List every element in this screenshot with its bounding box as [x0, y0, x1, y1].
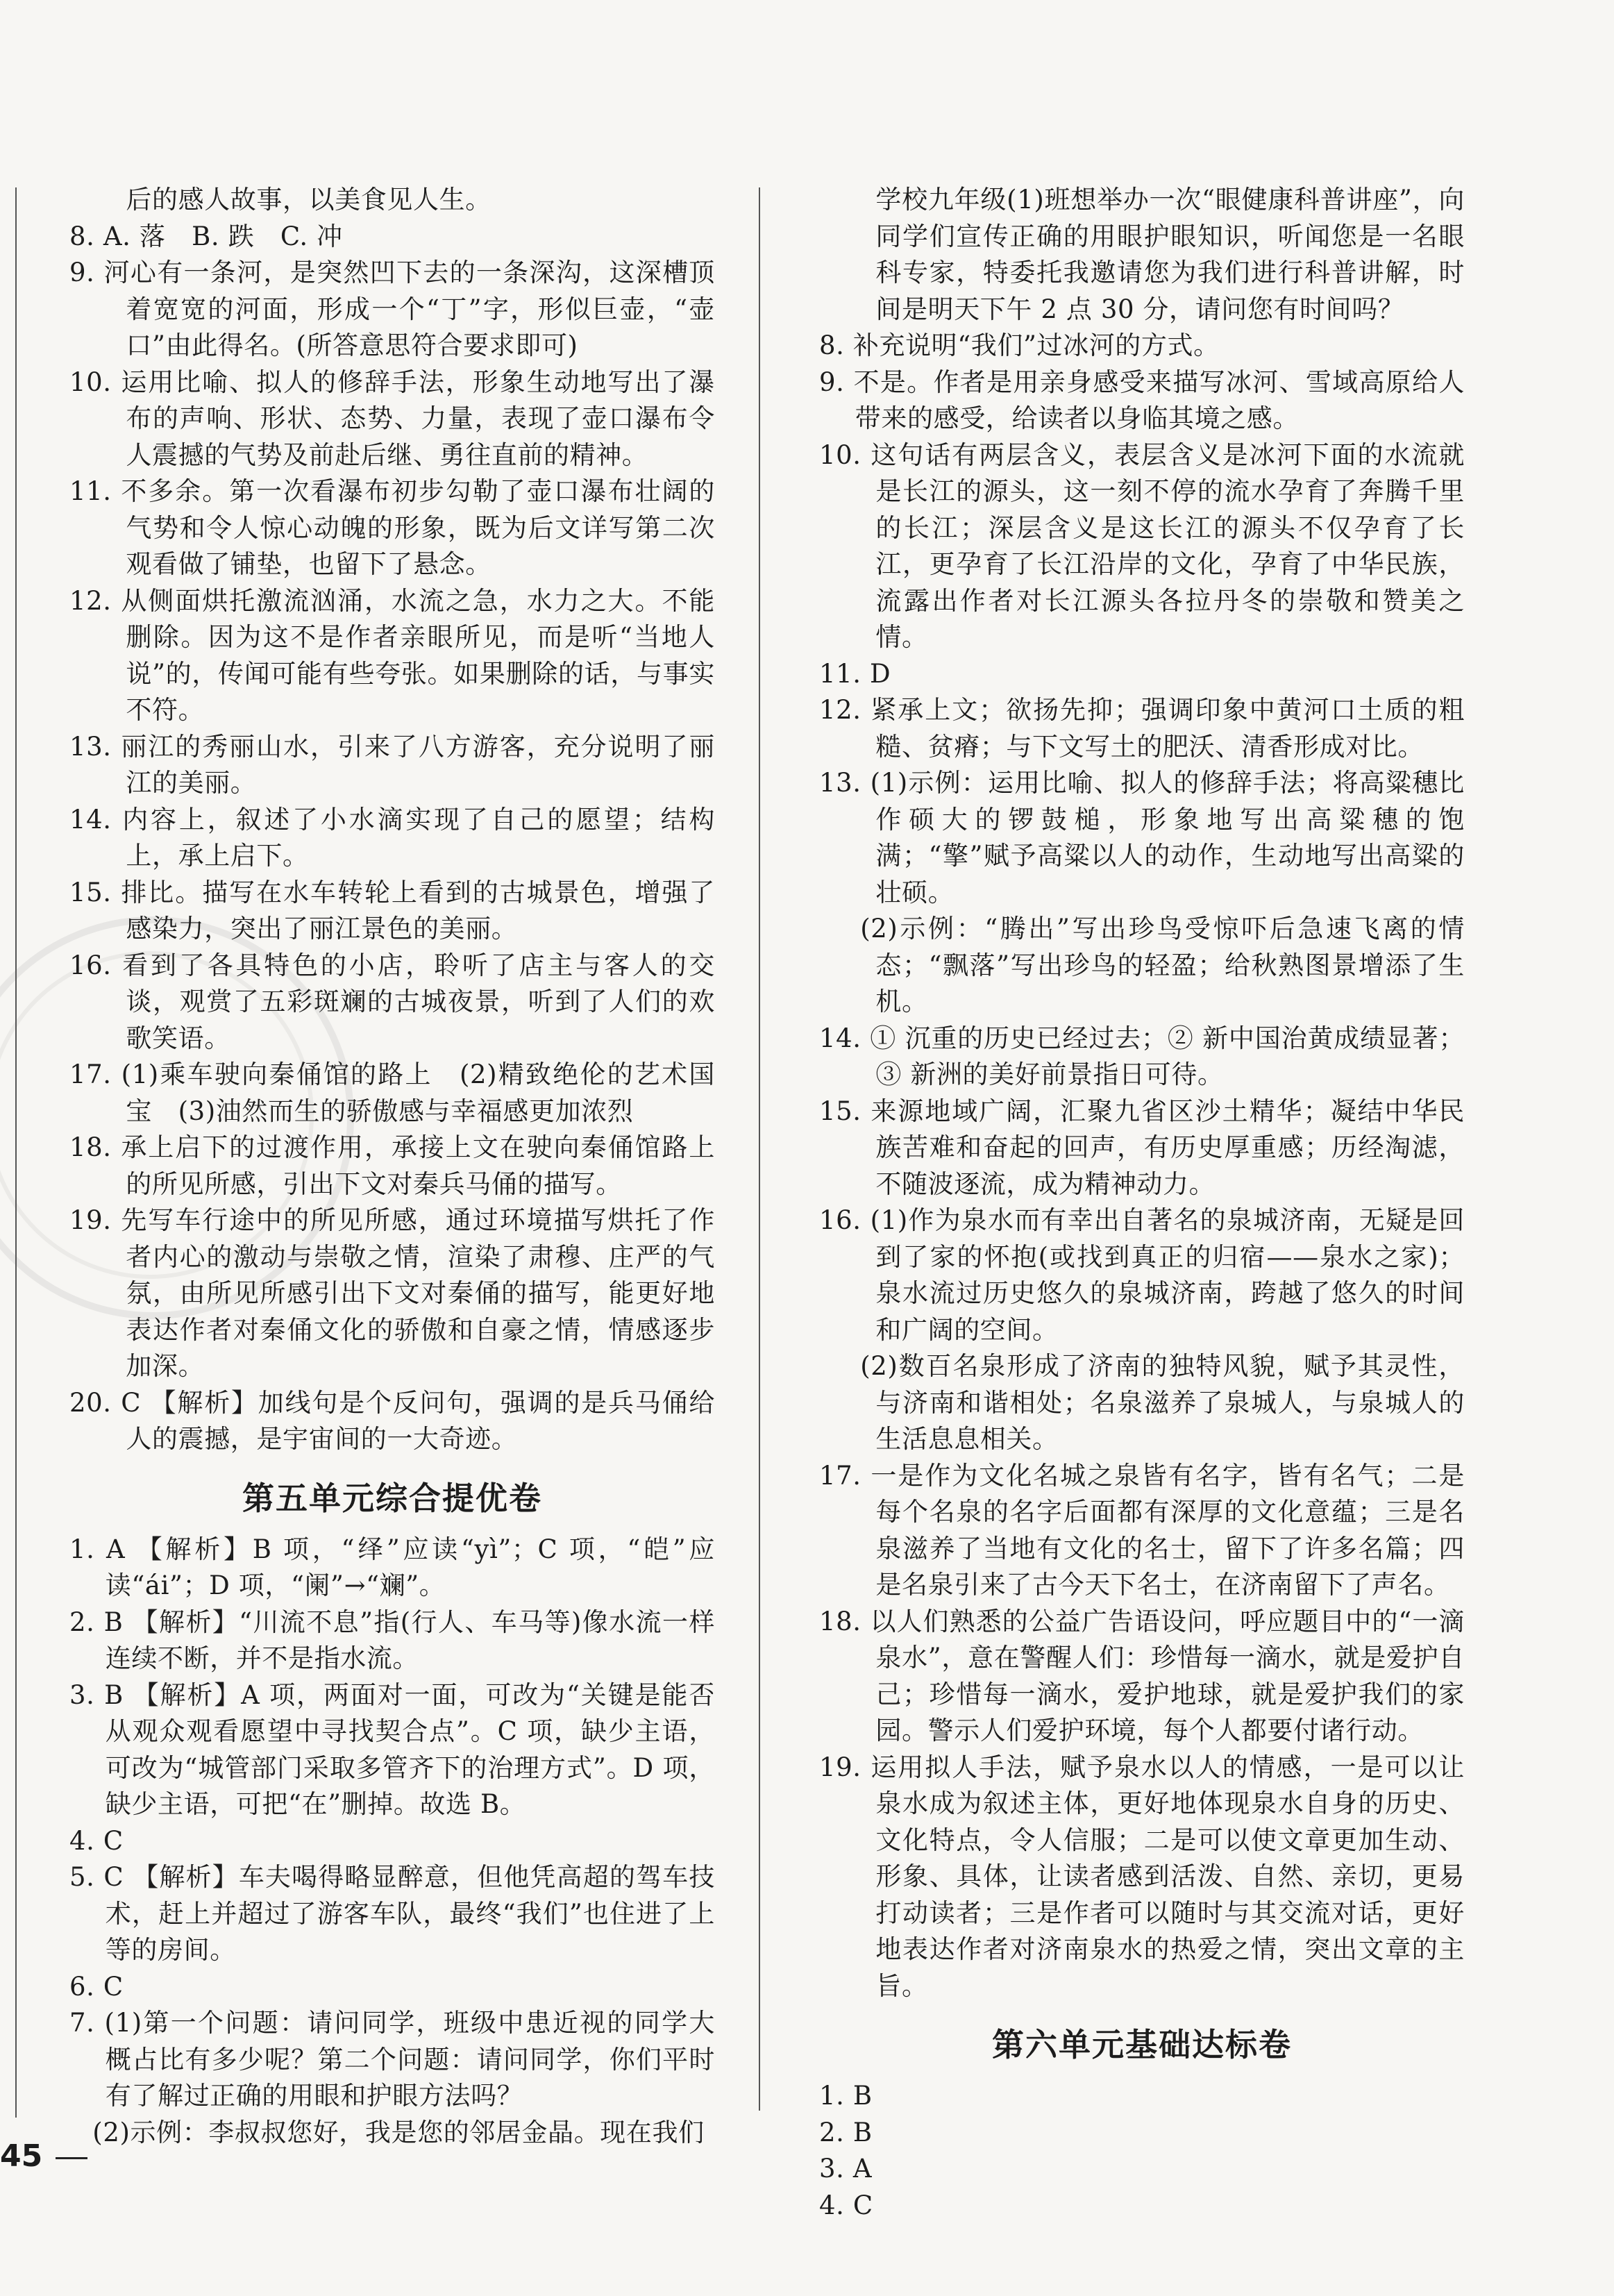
answer-continuation: 后的感人故事，以美食见人生。 [126, 185, 491, 215]
answer-item: 12. 紧承上文；欲扬先抑；强调印象中黄河口土质的粗糙、贫瘠；与下文写土的肥沃、清香形成对比。 [819, 695, 1465, 762]
answer-item: 1. B [819, 2081, 873, 2111]
answer-item: 13. (1)示例：运用比喻、拟人的修辞手法；将高粱穗比作硕大的锣鼓槌，形象地写出高粱穗的饱满；“擎”赋予高粱以人的动作，生动地写出高粱的壮硕。 [819, 768, 1465, 907]
answer-item: 8. A. 落 B. 跌 C. 冲 [69, 221, 343, 251]
answer-item: 3. B 【解析】A 项，两面对一面，可改为“关键是能否从观众观看愿望中寻找契合点”。C 项，缺少主语，可改为“城管部门采取多管齐下的治理方式”。D 项，缺少主语，可把“在”删掉。故选 B。 [69, 1679, 715, 1819]
answer-item: 12. 从侧面烘托激流汹涌，水流之急，水力之大。不能删除。因为这不是作者亲眼所见，而是听“当地人说”的，传闻可能有些夸张。如果删除的话，与事实不符。 [69, 585, 715, 725]
answer-item: 16. (1)作为泉水而有幸出自著名的泉城济南，无疑是回到了家的怀抱(或找到真正的归宿——泉水之家)；泉水流过历史悠久的泉城济南，跨越了悠久的时间和广阔的空间。 [819, 1205, 1465, 1345]
answer-item: 19. 先写车行途中的所见所感，通过环境描写烘托了作者内心的激动与崇敬之情，渲染了肃穆、庄严的气氛，由所见所感引出下文对秦俑的描写，能更好地表达作者对秦俑文化的骄傲和自豪之情，情感逐步加深。 [69, 1205, 715, 1381]
answer-item: 19. 运用拟人手法，赋予泉水以人的情感，一是可以让泉水成为叙述主体，更好地体现泉水自身的历史、文化特点，令人信服；二是可以使文章更加生动、形象、具体，让读者感到活泼、自然、亲切，更易打动读者；三是作者可以随时与其交流对话，更好地表达作者对济南泉水的热爱之情，突出文章的主旨。 [819, 1752, 1465, 2001]
answer-item: 15. 来源地域广阔，汇聚九省区沙土精华；凝结中华民族苦难和奋起的回声，有历史厚重感；历经淘滤，不随波逐流，成为精神动力。 [819, 1096, 1465, 1199]
answer-item: 8. 补充说明“我们”过冰河的方式。 [819, 330, 1220, 360]
answer-item: 14. 内容上，叙述了小水滴实现了自己的愿望；结构上，承上启下。 [69, 804, 715, 871]
answer-item: 10. 运用比喻、拟人的修辞手法，形象生动地写出了瀑布的声响、形状、态势、力量，表现了壶口瀑布令人震撼的气势及前赴后继、勇往直前的精神。 [69, 367, 715, 470]
left-column [69, 182, 715, 2151]
answer-item: 4. C [819, 2190, 873, 2220]
section-heading: 第五单元综合提优卷 [242, 1479, 542, 1517]
answer-item: 7. (1)第一个问题：请问同学，班级中患近视的同学大概占比有多少呢？第二个问题：请问同学，你们平时有了解过正确的用眼和护眼方法吗？ [69, 2008, 715, 2111]
answer-item: 18. 承上启下的过渡作用，承接上文在驶向秦俑馆路上的所见所感，引出下文对秦兵马俑的描写。 [69, 1132, 715, 1199]
answer-item: 11. D [819, 658, 891, 689]
answer-item: 16. 看到了各具特色的小店，聆听了店主与客人的交谈，观赏了五彩斑斓的古城夜景，听到了人们的欢歌笑语。 [69, 950, 715, 1053]
answer-subitem: (2)示例：李叔叔您好，我是您的邻居金晶。现在我们 [92, 2117, 705, 2147]
answer-item: 9. 河心有一条河，是突然凹下去的一条深沟，这深槽顶着宽宽的河面，形成一个“丁”字，形似巨壶，“壶口”由此得名。(所答意思符合要求即可) [69, 258, 715, 360]
answer-item: 2. B [819, 2117, 873, 2147]
answer-item: 17. 一是作为文化名城之泉皆有名字，皆有名气；二是每个名泉的名字后面都有深厚的文化意蕴；三是名泉滋养了当地有文化的名士，留下了许多名篇；四是名泉引来了古今天下名士，在济南留下了声名。 [819, 1460, 1465, 1600]
answer-item: 6. C [69, 1971, 124, 2002]
answer-item: 14. ① 沉重的历史已经过去；② 新中国治黄成绩显著；③ 新洲的美好前景指日可待。 [819, 1023, 1465, 1089]
answer-subitem: (2)示例：“腾出”写出珍鸟受惊吓后急速飞离的情态；“飘落”写出珍鸟的轻盈；给秋熟图景增添了生机。 [860, 914, 1465, 1016]
section-heading: 第六单元基础达标卷 [992, 2026, 1292, 2063]
page-number-dash [56, 2157, 87, 2159]
answer-item: 17. (1)乘车驶向秦俑馆的路上 (2)精致绝伦的艺术国宝 (3)油然而生的骄傲感与幸福感更加浓烈 [69, 1059, 715, 1126]
answer-item: 4. C [69, 1825, 124, 1856]
column-divider [759, 187, 760, 2111]
right-column [819, 182, 1465, 2224]
answer-item: 3. A [819, 2154, 873, 2184]
answer-item: 18. 以人们熟悉的公益广告语设问，呼应题目中的“一滴泉水”，意在警醒人们：珍惜每一滴水，就是爱护自己；珍惜每一滴水，爱护地球，就是爱护我们的家园。警示人们爱护环境，每个人都要付诸行动。 [819, 1606, 1465, 1745]
answer-item: 2. B 【解析】“川流不息”指(行人、车马等)像水流一样连续不断，并不是指水流。 [69, 1607, 715, 1673]
answer-continuation: 学校九年级(1)班想举办一次“眼健康科普讲座”，向同学们宣传正确的用眼护眼知识，听闻您是一名眼科专家，特委托我邀请您为我们进行科普讲解，时间是明天下午 2 点 30 分，请问您有时间吗？ [875, 185, 1465, 324]
answer-item: 1. A 【解析】B 项，“绎”应读“yì”；C 项，“皑”应读“ái”；D 项，“阑”→“斓”。 [69, 1534, 715, 1600]
answer-item: 13. 丽江的秀丽山水，引来了八方游客，充分说明了丽江的美丽。 [69, 731, 715, 798]
answer-item: 9. 不是。作者是用亲身感受来描写冰河、雪域高原给人带来的感受，给读者以身临其境之感。 [819, 367, 1465, 433]
answer-item: 5. C 【解析】车夫喝得略显醉意，但他凭高超的驾车技术，赶上并超过了游客车队，最终“我们”也住进了上等的房间。 [69, 1862, 715, 1965]
page-number: 45 [0, 2138, 43, 2174]
answer-item: 15. 排比。描写在水车转轮上看到的古城景色，增强了感染力，突出了丽江景色的美丽。 [69, 877, 715, 944]
left-margin-rule [15, 187, 17, 2118]
answer-item: 11. 不多余。第一次看瀑布初步勾勒了壶口瀑布壮阔的气势和令人惊心动魄的形象，既为后文详写第二次观看做了铺垫，也留下了悬念。 [69, 476, 715, 579]
answer-item: 20. C 【解析】加线句是个反问句，强调的是兵马俑给人的震撼，是宇宙间的一大奇迹。 [69, 1387, 715, 1454]
answer-item: 10. 这句话有两层含义，表层含义是冰河下面的水流就是长江的源头，这一刻不停的流水孕育了奔腾千里的长江；深层含义是这长江的源头不仅孕育了长江，更孕育了长江沿岸的文化，孕育了中华民族，流露出作者对长江源头各拉丹冬的崇敬和赞美之情。 [819, 439, 1465, 652]
answer-subitem: (2)数百名泉形成了济南的独特风貌，赋予其灵性，与济南和谐相处；名泉滋养了泉城人，与泉城人的生活息息相关。 [860, 1351, 1465, 1454]
